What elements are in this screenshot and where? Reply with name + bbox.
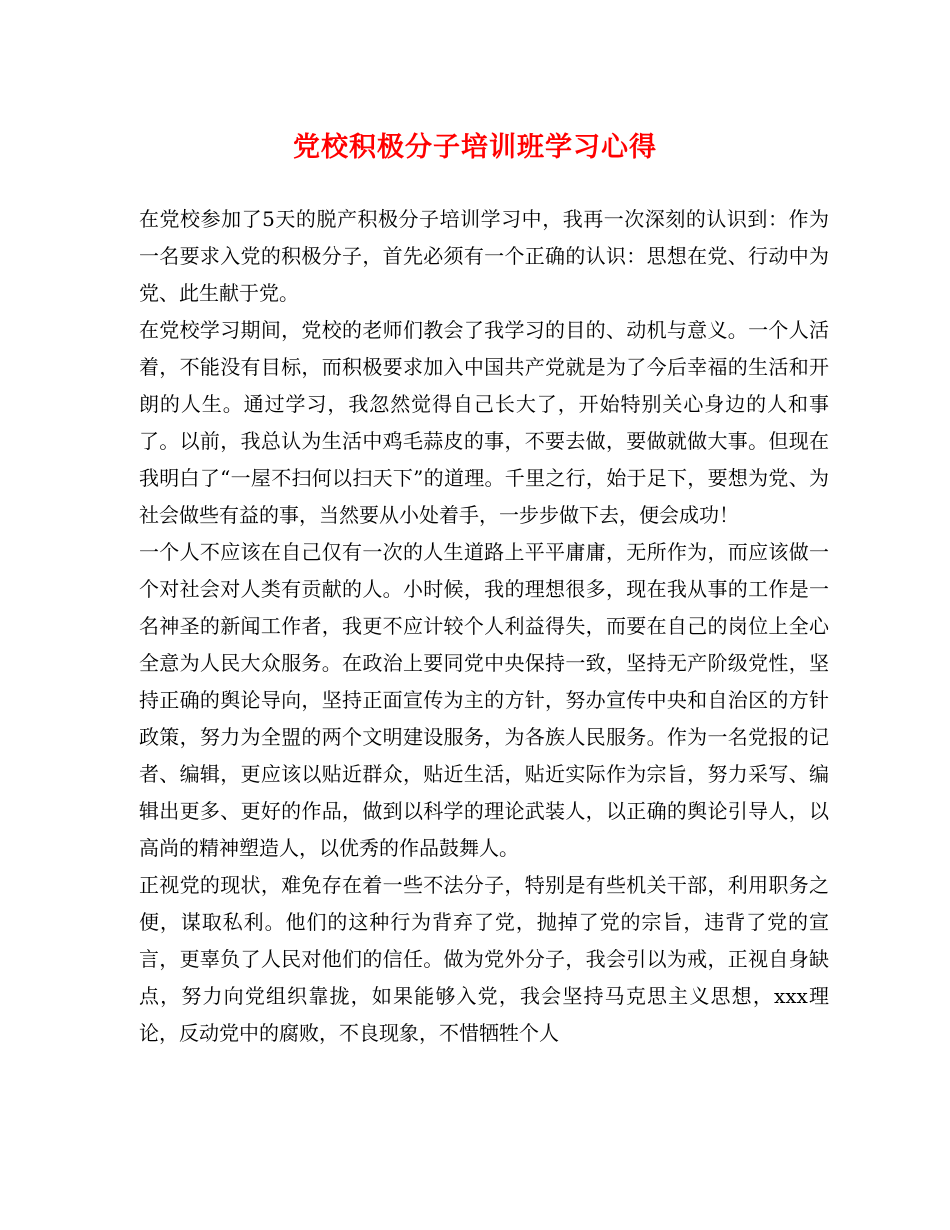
paragraph: 在党校学习期间，党校的老师们教会了我学习的目的、动机与意义。一个人活着，不能没有目标，而积极要求加入中国共产党就是为了今后幸福的生活和开朗的人生。通过学习，我忽然觉得自己长大了，开始特别关心身边的人和事了。以前，我总认为生活中鸡毛蒜皮的事，不要去做，要做就做大事。但现在我明白了“一屋不扫何以扫天下”的道理。千里之行，始于足下，要想为党、为社会做些有益的事，当然要从小处着手，一步步做下去，便会成功！ [139, 318, 829, 527]
document-title: 党校积极分子培训班学习心得 [293, 132, 657, 163]
paragraph: 一个人不应该在自己仅有一次的人生道路上平平庸庸，无所作为，而应该做一个对社会对人类有贡献的人。小时候，我的理想很多，现在我从事的工作是一名神圣的新闻工作者，我更不应计较个人利益得失，而要在自己的岗位上全心全意为人民大众服务。在政治上要同党中央保持一致，坚持无产阶级党性，坚持正确的舆论导向，坚持正面宣传为主的方针，努办宣传中央和自治区的方针政策，努力为全盟的两个文明建设服务，为各族人民服务。作为一名党报的记者、编辑，更应该以贴近群众，贴近生活，贴近实际作为宗旨，努力采写、编辑出更多、更好的作品，做到以科学的理论武装人，以正确的舆论引导人，以高尚的精神塑造人，以优秀的作品鼓舞人。 [139, 540, 829, 860]
paragraph: 正视党的现状，难免存在着一些不法分子，特别是有些机关干部，利用职务之便，谋取私利。他们的这种行为背弃了党，抛掉了党的宗旨，违背了党的宣言，更辜负了人民对他们的信任。做为党外分子，我会引以为戒，正视自身缺点，努力向党组织靠拢，如果能够入党，我会坚持马克思主义思想，xxx理论，反动党中的腐败，不良现象，不惜牺牲个人 [139, 873, 829, 1045]
paragraph: 在党校参加了5天的脱产积极分子培训学习中，我再一次深刻的认识到：作为一名要求入党的积极分子，首先必须有一个正确的认识：思想在党、行动中为党、此生献于党。 [139, 207, 829, 305]
document-body [139, 201, 829, 1052]
